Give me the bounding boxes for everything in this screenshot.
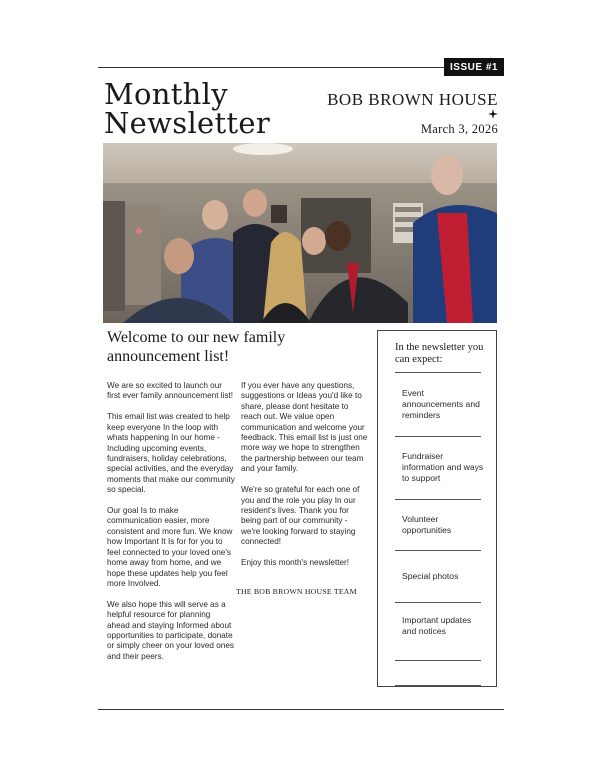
house-name: BOB BROWN HOUSE <box>327 90 498 109</box>
sidebar-item-photos: Special photos <box>402 571 459 581</box>
newsletter-contents-sidebar <box>377 330 497 687</box>
paragraph: Our goal Is to make communication easier, more consistent and more fun. We know how Important It Is for for you to feel connected to your loved one's home away from home, and we hope these updates help you feel more Involved. <box>107 506 233 588</box>
divider <box>395 602 481 603</box>
divider <box>395 685 481 686</box>
issue-badge: ISSUE #1 <box>444 58 504 76</box>
team-signature: THE BOB BROWN HOUSE TEAM <box>236 587 357 596</box>
sidebar-item-events: Event announcements and reminders <box>402 388 480 420</box>
divider <box>395 436 481 437</box>
divider <box>395 550 481 551</box>
sidebar-item-updates: Important updates and notices <box>402 615 472 636</box>
body-column-right <box>241 381 369 579</box>
paragraph: Enjoy this month's newsletter! <box>241 558 350 568</box>
group-photo <box>103 143 497 323</box>
sparkle-icon <box>488 109 498 119</box>
sidebar-title: In the newsletter you can expect: <box>395 342 484 365</box>
paragraph: If you ever have any questions, suggestions or Ideas you'd like to share, please dont hesitate to reach out. We value open communication and welcome your feedback. This email list is just one more way we hope to strengthen the partnership between our team and your family. <box>241 381 368 474</box>
divider <box>395 372 481 373</box>
title-line-1: Monthly <box>104 77 228 111</box>
welcome-heading: Welcome to our new family announcement list! <box>107 329 286 365</box>
sidebar-item-fundraiser: Fundraiser information and ways to support <box>402 451 484 483</box>
bottom-rule <box>98 709 504 710</box>
body-column-left <box>107 381 235 673</box>
divider <box>395 660 481 661</box>
newsletter-title <box>104 77 271 140</box>
issue-date: March 3, 2026 <box>420 122 498 136</box>
title-line-2: Newsletter <box>104 106 271 140</box>
sidebar-item-volunteer: Volunteer opportunities <box>402 514 452 535</box>
paragraph: We are so excited to launch our first ever family announcement list! <box>107 381 234 401</box>
paragraph: We also hope this will serve as a helpful resource for planning ahead and staying Informed about opportunities to participate, donate or simply cheer on your loved ones and their peers. <box>107 599 234 661</box>
divider <box>395 499 481 500</box>
paragraph: We're so grateful for each one of you and the role you play In our resident's lives. Thank you for being part of our community - we're looking forward to staying connected! <box>241 485 360 547</box>
paragraph: This email list was created to help keep everyone In the loop with whats happening In our home - Including upcoming events, fundraisers, holiday celebrations, special activities, and the everyday moments that make our community so special. <box>107 412 235 495</box>
